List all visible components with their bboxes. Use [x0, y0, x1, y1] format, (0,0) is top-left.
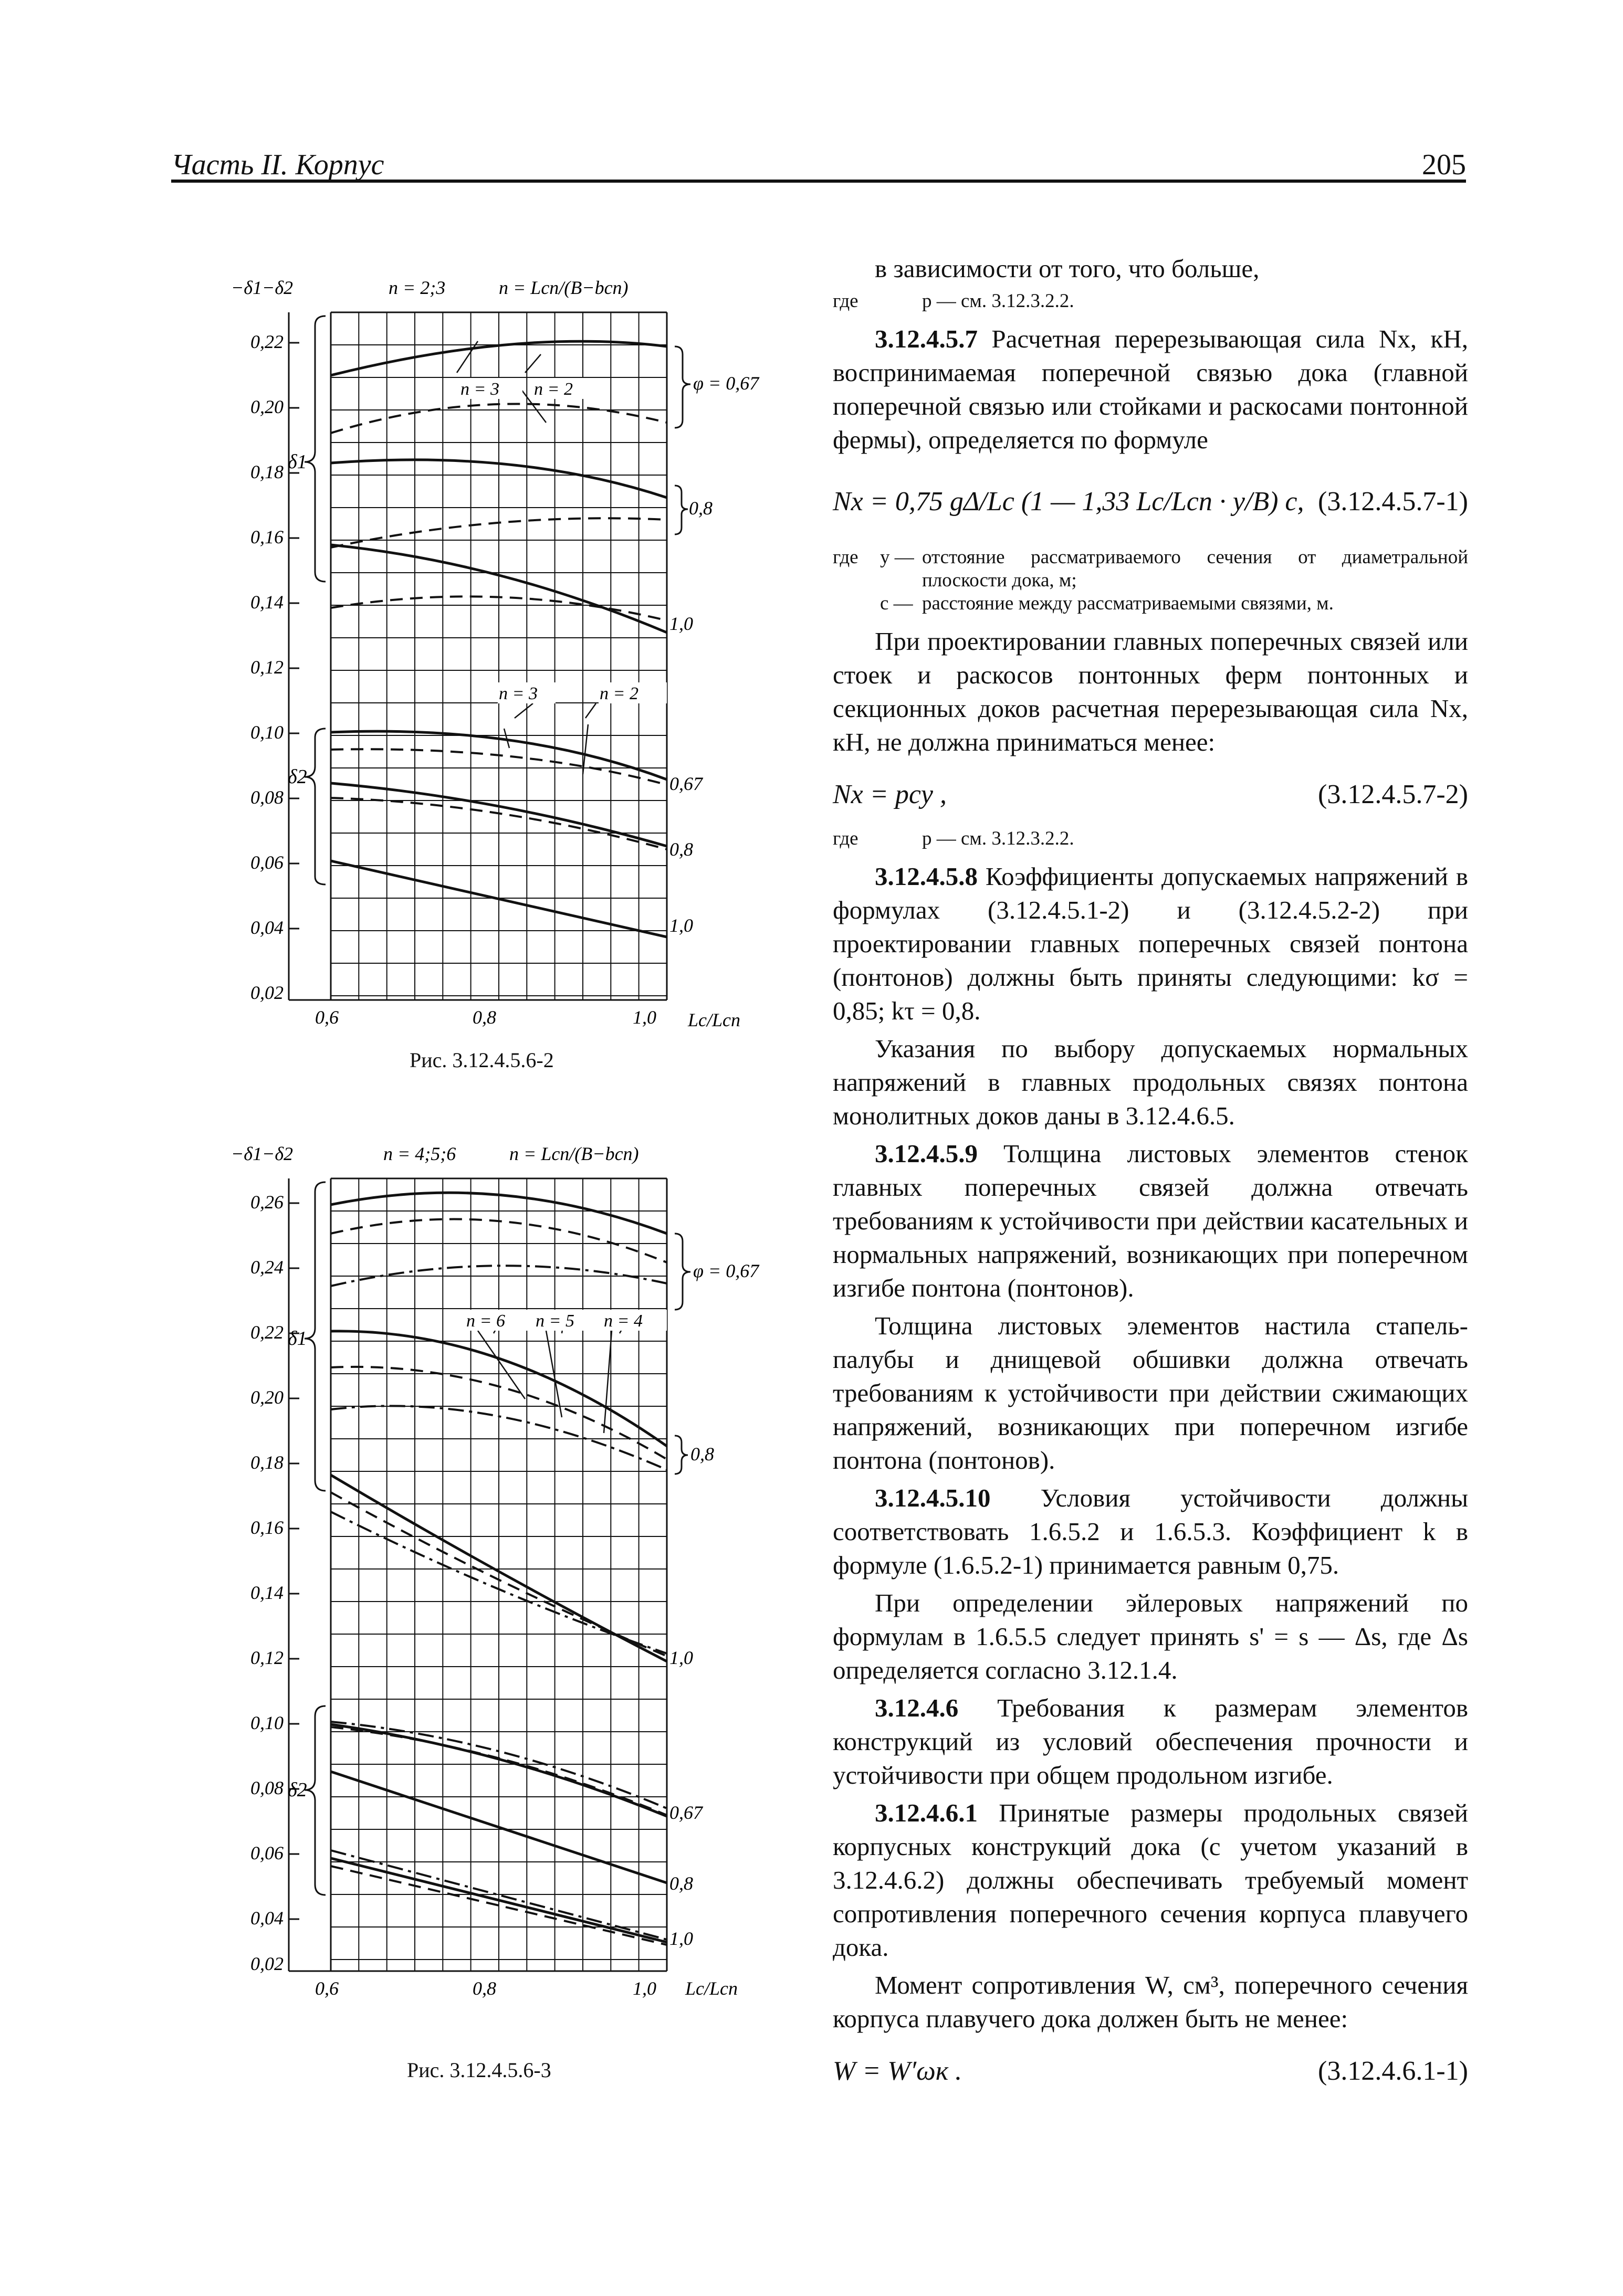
p-definition: p — см. 3.12.3.2.2. [922, 290, 1074, 312]
fig2-ytick: 0,12 [250, 1647, 284, 1668]
formula-2-number: (3.12.4.5.7-2) [1318, 780, 1468, 809]
fig2-ytick: 0,24 [250, 1257, 284, 1278]
fig2-ytick: 0,06 [250, 1842, 284, 1863]
section-number: 3.12.4.5.7 [875, 324, 978, 353]
section-text: Требования к размерам элементов конструкций из условий обеспечения прочности и устойчивости при общем продольном изгибе. [833, 1693, 1468, 1789]
section-number: 3.12.4.5.9 [875, 1139, 978, 1168]
fig1-xtick: 0,6 [315, 1007, 339, 1028]
definitions-list [833, 546, 1468, 615]
fig1-xtick: 0,8 [473, 1007, 496, 1028]
section-number: 3.12.4.5.8 [875, 862, 978, 891]
y-definition: отстояние рассматриваемого сечения от диаметральной плоскости дока, м; [922, 546, 1468, 591]
running-title: Часть II. Корпус [171, 149, 384, 181]
fig2-value-08: 0,8 [690, 1444, 714, 1465]
section-text: Условия устойчивости должны соответствовать 1.6.5.2 и 1.6.5.3. Коэффициент k в формуле (1.6.5.2-1) принимается равным 0,75. [833, 1483, 1468, 1579]
fig2-caption: Рис. 3.12.4.5.6-3 [407, 2058, 551, 2082]
fig2-label-n4: n = 4 [604, 1311, 643, 1331]
c-symbol: c — [880, 593, 913, 614]
fig1-label-n3: n = 3 [460, 380, 499, 399]
fig1-ytick: 0,22 [250, 331, 284, 352]
fig2-ytick: 0,04 [250, 1908, 284, 1929]
fig2-ytitle: −δ1−δ2 [231, 1143, 294, 1164]
formula-3-body: W = W′ωк . [833, 2056, 962, 2086]
fig1-delta1-label: δ1 [288, 451, 307, 473]
paragraph: Момент сопротивления W, см³, поперечного сечения корпуса плавучего дока должен быть не менее: [833, 1971, 1468, 2033]
fig2-value-08b: 0,8 [669, 1873, 693, 1894]
formula-1-body: Nx = 0,75 gΔ/Lc (1 — 1,33 Lc/Lсп · y/B) c, [833, 487, 1304, 517]
fig2-ytick: 0,16 [250, 1517, 284, 1538]
fig2-delta1-label: δ1 [288, 1328, 307, 1350]
paragraph: При определении эйлеровых напряжений по формулам в 1.6.5.5 следует принять s' = s — Δs, где Δs определяется согласно 3.12.1.4. [833, 1588, 1468, 1684]
formula-3-number: (3.12.4.6.1-1) [1318, 2056, 1468, 2086]
section-number: 3.12.4.5.10 [875, 1483, 991, 1512]
fig1-ytitle: −δ1−δ2 [231, 277, 294, 298]
paragraph: Указания по выбору допускаемых нормальных напряжений в главных продольных связях понтона монолитных доков даны в 3.12.4.6.5. [833, 1034, 1468, 1130]
section-3-12-4-5-7 [833, 322, 1468, 457]
section-text: Толщина листовых элементов стенок главных поперечных связей должна отвечать требованиям к устойчивости при действии касательных и нормальных напряжений, возникающих при поперечном изгибе понтона (понтонов). [833, 1139, 1468, 1302]
section-3-12-4-5-9 [833, 1137, 1468, 1305]
page-header [171, 143, 1466, 183]
fig1-label-n2b: n = 2 [600, 684, 638, 703]
fig2-ytick: 0,22 [250, 1322, 284, 1343]
fig1-xtick: 1,0 [633, 1007, 656, 1028]
fig2-ytick: 0,26 [250, 1192, 284, 1213]
fig1-value-10b: 1,0 [669, 915, 693, 936]
page-number: 205 [1422, 149, 1466, 181]
section-3-12-4-6 [833, 1691, 1468, 1792]
fig1-delta2-label: δ2 [288, 766, 307, 788]
section-number: 3.12.4.6.1 [875, 1798, 978, 1827]
paragraph: в зависимости от того, что больше, [875, 254, 1260, 283]
fig1-ytick: 0,14 [250, 592, 284, 613]
fig2-label-n5: n = 5 [536, 1311, 574, 1331]
formula-1-number: (3.12.4.5.7-1) [1318, 487, 1468, 517]
section-text: Расчетная перерезывающая сила Nx, кН, воспринимаемая поперечной связью дока (главной поперечной связью или стойками и раскосами понтонной фермы), определяется по формуле [833, 324, 1468, 454]
fig1-n-label: n = 2;3 [389, 277, 446, 298]
fig1-ytick: 0,20 [250, 396, 284, 417]
where-word: где [833, 290, 858, 312]
fig2-delta2-label: δ2 [288, 1779, 307, 1801]
formula-2-body: Nx = pcy , [833, 780, 947, 809]
section-number: 3.12.4.6 [875, 1693, 959, 1722]
fig2-label-n6: n = 6 [466, 1311, 505, 1331]
fig1-ytick: 0,06 [250, 852, 284, 873]
fig2-ytick: 0,14 [250, 1582, 284, 1603]
section-3-12-4-5-8 [833, 860, 1468, 1028]
fig2-value-067b: 0,67 [669, 1802, 703, 1823]
fig2-value-10b: 1,0 [669, 1928, 693, 1949]
fig1-x-axis-label: Lc/Lсп [688, 1009, 741, 1030]
fig1-formula-label: n = Lсп/(B−bсп) [499, 277, 629, 298]
figure-1 [226, 268, 793, 1045]
fig1-phi-067: φ = 0,67 [693, 373, 759, 394]
fig2-ytick: 0,18 [250, 1452, 284, 1473]
fig2-ytick: 0,08 [250, 1777, 284, 1798]
definition-where [833, 827, 1468, 850]
fig1-ytick: 0,04 [250, 917, 284, 938]
fig2-value-10: 1,0 [669, 1647, 693, 1668]
formula-3 [833, 2046, 1468, 2088]
figure-2 [226, 1134, 793, 2026]
fig1-value-08: 0,8 [689, 498, 713, 519]
grid-lines [331, 1178, 667, 1971]
fig1-value-10: 1,0 [669, 613, 693, 634]
paragraph: При проектировании главных поперечных связей или стоек и раскосов понтонных ферм понтонных и секционных доков расчетная перерезывающая сила Nx, кН, не должна приниматься менее: [833, 627, 1468, 756]
paragraph: Толщина листовых элементов настила стапель-палубы и днищевой обшивки должна отвечать требованиям к устойчивости при действии сжимающих напряжений, возникающих при поперечном изгибе понтона (понтонов). [833, 1311, 1468, 1475]
fig1-ytick: 0,10 [250, 722, 284, 743]
fig1-ytick: 0,08 [250, 787, 284, 808]
fig2-ytick: 0,10 [250, 1712, 284, 1733]
fig2-ytick: 0,02 [250, 1953, 284, 1974]
grid-lines [331, 312, 667, 1000]
fig1-ytick: 0,18 [250, 461, 284, 482]
fig1-ytick: 0,16 [250, 526, 284, 547]
text-column [833, 252, 1468, 2104]
formula-2 [833, 770, 1468, 812]
formula-1 [833, 467, 1468, 530]
fig2-xtick: 0,8 [473, 1978, 496, 1999]
fig1-ytick: 0,02 [250, 982, 284, 1003]
fig2-ytick: 0,20 [250, 1387, 284, 1408]
fig2-xtick: 0,6 [315, 1978, 339, 1999]
fig1-ytick: 0,12 [250, 657, 284, 678]
fig1-label-n3b: n = 3 [499, 684, 538, 703]
fig1-value-067b: 0,67 [669, 773, 703, 794]
fig1-value-08b: 0,8 [669, 839, 693, 860]
section-3-12-4-5-10 [833, 1481, 1468, 1582]
fig2-xtick: 1,0 [633, 1978, 656, 1999]
c-definition: расстояние между рассматриваемыми связями, м. [922, 593, 1334, 614]
where-word: где [833, 546, 858, 568]
section-text: Принятые размеры продольных связей корпусных конструкций дока (с учетом указаний в 3.12.4.6.2) должны обеспечивать требуемый момент сопротивления поперечного сечения корпуса плавучего дока. [833, 1798, 1468, 1962]
where-word: где [833, 828, 858, 849]
fig1-label-n2: n = 2 [534, 380, 573, 399]
section-3-12-4-6-1 [833, 1796, 1468, 1964]
fig2-x-axis-label: Lc/Lсп [685, 1978, 738, 1999]
fig2-phi-067: φ = 0,67 [693, 1260, 759, 1281]
fig2-formula-label: n = Lсп/(B−bсп) [509, 1143, 639, 1164]
p-definition: p — см. 3.12.3.2.2. [922, 828, 1074, 849]
fig1-caption: Рис. 3.12.4.5.6-2 [410, 1048, 554, 1072]
section-text: Коэффициенты допускаемых напряжений в формулах (3.12.4.5.1-2) и (3.12.4.5.2-2) при проектировании главных поперечных связей понтона (понтонов) должны быть приняты следующими: kσ = 0,85; kτ = 0,8. [833, 862, 1468, 1025]
definition-where [833, 290, 1468, 313]
fig2-n-label: n = 4;5;6 [383, 1143, 456, 1164]
y-symbol: y — [880, 546, 914, 568]
